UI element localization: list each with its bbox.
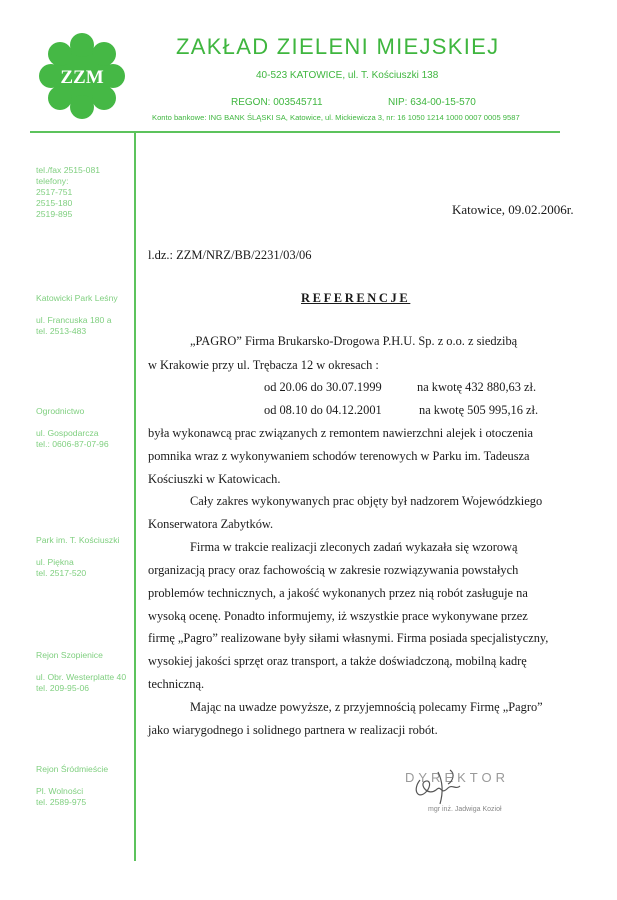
paragraph-line: „PAGRO” Firma Brukarsko-Drogowa P.H.U. Sp. z o.o. z siedzibą [190,334,518,348]
period-amount: na kwotę 432 880,63 zł. [417,380,537,394]
period-range: od 08.10 do 04.12.2001 [264,403,382,417]
sidebar-divider [134,131,136,861]
paragraph-line: organizacją pracy oraz fachowością w zakresie rozwiązywania powstałych [148,563,519,577]
zzm-logo [38,32,126,120]
paragraph-line: Cały zakres wykonywanych prac objęty był nadzorem Wojewódzkiego [190,494,543,508]
paragraph-line: Firma w trakcie realizacji zleconych zadań wykazała się wzorową [190,540,518,554]
paragraph-line: jako wiarygodnego i solidnego partnera w realizacji robót. [148,723,438,737]
signature-stamp-title: DYREKTOR [405,770,509,785]
company-regon: REGON: 003545711 [231,97,323,108]
paragraph-line: pomnika wraz z wykonywaniem schodów terenowych w Parku im. Tadeusza [148,449,530,463]
company-nip: NIP: 634-00-15-570 [388,97,476,108]
paragraph-line: techniczną. [148,677,205,691]
letter-date: Katowice, 09.02.2006r. [452,202,574,217]
paragraph-line: Mając na uwadze powyższe, z przyjemnością polecamy Firmę „Pagro” [190,700,543,714]
company-address: 40-523 KATOWICE, ul. T. Kościuszki 138 [256,70,439,81]
company-title: ZAKŁAD ZIELENI MIEJSKIEJ [176,34,500,59]
period-amount: na kwotę 505 995,16 zł. [419,403,539,417]
sidebar-park-kosciuszki: Park im. T. Kościuszki ul. Piękna tel. 2517-520 [36,535,120,578]
sidebar-rejon-srodmiescie: Rejon Śródmieście Pl. Wolności tel. 2589-975 [36,764,109,807]
paragraph-line: wysoką ocenę. Ponadto informujemy, iż wszystkie prace wykonywane przez [148,609,528,623]
logo-text: ZZM [60,67,104,88]
sidebar-rejon-szopienice: Rejon Szopienice ul. Obr. Westerplatte 40 tel. 209-95-06 [36,650,127,693]
letter-reference-number: l.dz.: ZZM/NRZ/BB/2231/03/06 [148,248,312,262]
header-divider [30,131,560,133]
paragraph-line: Konserwatora Zabytków. [148,517,274,531]
sidebar-ogrodnictwo: Ogrodnictwo ul. Gospodarcza tel.: 0606-87-07-96 [36,406,109,449]
sidebar-contact: tel./fax 2515-081 telefony: 2517-751 2515-180 2519-895 [36,165,101,219]
period-range: od 20.06 do 30.07.1999 [264,380,382,394]
paragraph-line: była wykonawcą prac związanych z remontem nawierzchni alejek i otoczenia [148,426,533,440]
paragraph-line: Kościuszki w Katowicach. [148,472,281,486]
paragraph-line: wysokiej jakości sprzęt oraz transport, a także doświadczoną, mobilną kadrę [148,654,527,668]
signature-stamp-name: mgr inż. Jadwiga Kozioł [428,806,502,813]
sidebar-park-lesny: Katowicki Park Leśny ul. Francuska 180 a tel. 2513-483 [36,293,118,336]
paragraph-line: firmę „Pagro” realizowane były siłami własnymi. Firma posiada specjalistyczny, [148,631,549,645]
company-bank-account: Konto bankowe: ING BANK ŚLĄSKI SA, Katowice, ul. Mickiewicza 3, nr: 16 1050 1214 1000 0007 0005 9587 [152,113,520,122]
paragraph-line: w Krakowie przy ul. Trębacza 12 w okresach : [148,358,379,372]
letter-heading: REFERENCJE [301,291,411,305]
paragraph-line: problemów technicznych, a jakość wykonanych przez nią robót zasługuje na [148,586,528,600]
